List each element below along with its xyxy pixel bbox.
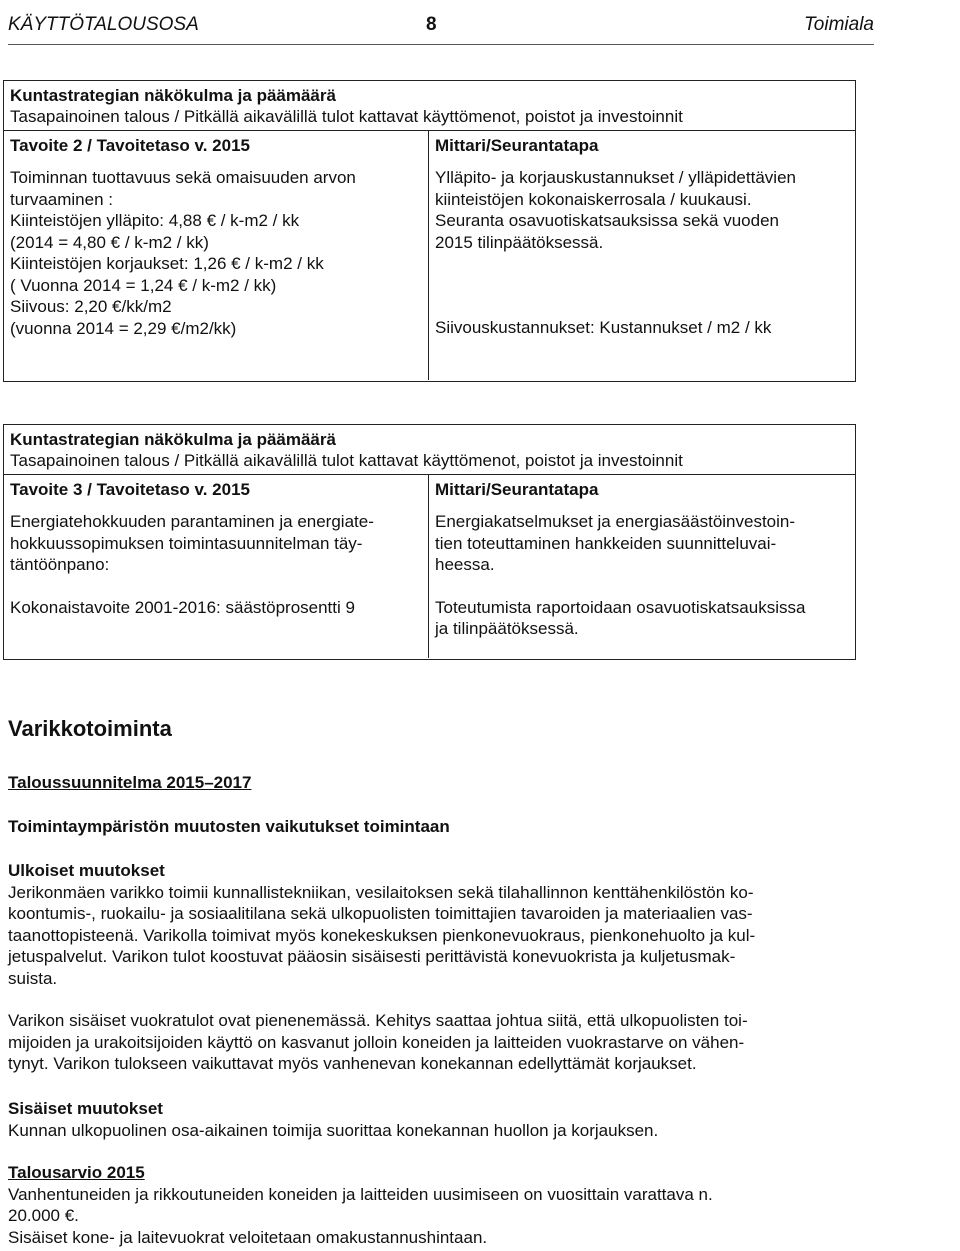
goal-column: [4, 475, 429, 658]
strategy-row: [4, 81, 855, 131]
goal-line: ( Vuonna 2014 = 1,24 € / k-m2 / kk): [10, 275, 277, 295]
measure-followup: ja tilinpäätöksessä.: [435, 619, 579, 638]
external-block: [8, 860, 848, 1075]
budget-block: [8, 1162, 848, 1248]
measure-column: [429, 131, 855, 380]
strategy-heading: Kuntastrategian näkökulma ja päämäärä: [10, 86, 336, 105]
internal-block: [8, 1098, 848, 1141]
measure-followup: Toteutumista raportoidaan osavuotiskatsauksissa: [435, 597, 806, 617]
category-label: Toimiala: [803, 14, 874, 35]
section-title: KÄYTTÖTALOUSOSA: [8, 14, 199, 35]
goal-line: (2014 = 4,80 € / k-m2 / kk): [10, 232, 209, 252]
goal-columns: [4, 475, 855, 658]
external-heading: Ulkoiset muutokset: [8, 861, 165, 880]
goal-heading: Tavoite 2 / Tavoitetaso v. 2015: [10, 136, 250, 155]
goal-line: Kiinteistöjen korjaukset: 1,26 € / k-m2 / kk: [10, 254, 324, 273]
goal-table-2: [3, 80, 856, 382]
goal-total: Kokonaistavoite 2001-2016: säästöprosentti 9: [10, 597, 355, 617]
goal-columns: [4, 131, 855, 380]
plan-heading: Taloussuunnitelma 2015–2017: [8, 773, 252, 792]
measure-line: 2015 tilinpäätöksessä.: [435, 232, 604, 252]
section-title-main: Varikkotoiminta: [8, 716, 172, 741]
internal-heading: Sisäiset muutokset: [8, 1099, 163, 1118]
paragraph-line: Jerikonmäen varikko toimii kunnallistekniikan, vesilaitoksen sekä tilahallinnon kenttähenkilöstön ko-: [8, 882, 754, 902]
page-number: 8: [426, 14, 437, 35]
paragraph-line: koontumis-, ruokailu- ja sosiaalitilana sekä ulkopuolisten toimittajien tavaroiden ja materiaalien vas-: [8, 904, 753, 923]
env-heading-block: [8, 816, 848, 838]
budget-heading: Talousarvio 2015: [8, 1163, 145, 1182]
goal-heading: Tavoite 3 / Tavoitetaso v. 2015: [10, 480, 250, 499]
paragraph-line: mijoiden ja urakoitsijoiden käyttö on kasvanut jolloin koneiden ja laitteiden vuokrastarve on vähen-: [8, 1032, 745, 1052]
goal-line: hokkuussopimuksen toimintasuunnitelman täy-: [10, 533, 363, 553]
goal-line: täntöönpano:: [10, 555, 110, 574]
goal-line: Kiinteistöjen ylläpito: 4,88 € / k-m2 / kk: [10, 211, 300, 230]
measure-cleaning: Siivouskustannukset: Kustannukset / m2 / kk: [435, 318, 772, 337]
strategy-heading: Kuntastrategian näkökulma ja päämäärä: [10, 430, 336, 449]
paragraph-line: tynyt. Varikon tulokseen vaikuttavat myös vanhenevan konekannan edellyttämät korjaukset.: [8, 1054, 697, 1073]
goal-line: Toiminnan tuottavuus sekä omaisuuden arvon: [10, 168, 356, 187]
goal-line: Energiatehokkuuden parantaminen ja energiate-: [10, 512, 374, 531]
measure-heading: Mittari/Seurantatapa: [435, 480, 599, 499]
paragraph-line: Kunnan ulkopuolinen osa-aikainen toimija suorittaa konekannan huollon ja korjauksen.: [8, 1120, 659, 1140]
measure-line: tien toteuttaminen hankkeiden suunnitteluvai-: [435, 533, 777, 553]
goal-column: [4, 131, 429, 380]
measure-line: kiinteistöjen kokonaiskerrosala / kuukausi.: [435, 189, 752, 209]
strategy-text: Tasapainoinen talous / Pitkällä aikavälillä tulot kattavat käyttömenot, poistot ja investoinnit: [10, 451, 683, 470]
paragraph-line: Vanhentuneiden ja rikkoutuneiden koneiden ja laitteiden uusimiseen on vuosittain varattava n.: [8, 1184, 713, 1204]
measure-line: heessa.: [435, 555, 495, 574]
goal-line: Siivous: 2,20 €/kk/m2: [10, 297, 172, 316]
strategy-text: Tasapainoinen talous / Pitkällä aikavälillä tulot kattavat käyttömenot, poistot ja investoinnit: [10, 107, 683, 126]
goal-table-3: [3, 424, 856, 660]
goal-line: turvaaminen :: [10, 189, 113, 209]
paragraph-line: 20.000 €.: [8, 1206, 79, 1225]
paragraph-line: Sisäiset kone- ja laitevuokrat veloitetaan omakustannushintaan.: [8, 1227, 488, 1247]
measure-line: Seuranta osavuotiskatsauksissa sekä vuoden: [435, 211, 779, 230]
measure-line: Ylläpito- ja korjauskustannukset / ylläpidettävien: [435, 168, 796, 187]
paragraph-line: jetuspalvelut. Varikon tulot koostuvat pääosin sisäisesti perittävistä konevuokrista ja kuljetusmak-: [8, 947, 736, 966]
goal-line: (vuonna 2014 = 2,29 €/m2/kk): [10, 318, 237, 338]
paragraph-line: suista.: [8, 968, 58, 988]
page-header: [8, 10, 874, 40]
measure-heading: Mittari/Seurantatapa: [435, 136, 599, 155]
strategy-row: [4, 425, 855, 475]
measure-line: Energiakatselmukset ja energiasäästöinvestoin-: [435, 512, 796, 531]
env-heading: Toimintaympäristön muutosten vaikutukset toimintaan: [8, 817, 450, 836]
header-rule: [8, 44, 874, 45]
plan-heading-block: [8, 772, 848, 794]
measure-column: [429, 475, 855, 658]
paragraph-line: Varikon sisäiset vuokratulot ovat pienenemässä. Kehitys saattaa johtua siitä, että ulkopuolisten toi-: [8, 1011, 748, 1030]
paragraph-line: taanottopisteenä. Varikolla toimivat myös konekeskuksen pienkonevuokraus, pienkonehuolto ja kul-: [8, 925, 756, 945]
